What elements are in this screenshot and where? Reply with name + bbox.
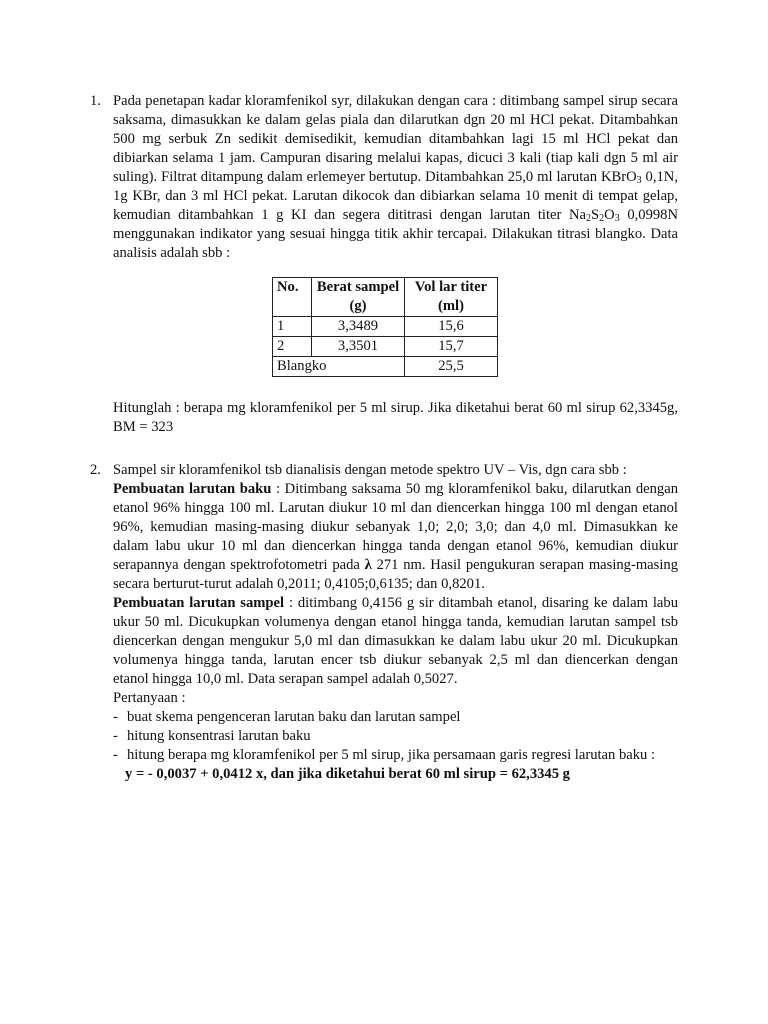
question-list	[113, 708, 678, 765]
sampel-text: : ditimbang 0,4156 g sir ditambah etanol, disaring ke dalam labu ukur 50 ml. Dicukupkan volumenya dengan etanol hingga tanda, kemudian larutan sampel tsb diencerkan dengan mengukur 5,0 ml dan dimasukkan ke dalam labu ukur 20 ml. Dicukupkan volumenya hingga tanda, larutan encer tsb diukur sebanyak 2,5 ml dan diencerkan dengan etanol hingga 10,0 ml. Data serapan sampel adalah 0,5027.	[113, 595, 678, 687]
table-cell: 3,3489	[312, 317, 405, 337]
q1-text-b: 0,1N, 1g KBr, dan 3 ml HCl pekat. Larutan dikocok dan dibiarkan selama 10 menit di tempat gelap, kemudian ditambahkan 1 g KI dan segera dititrasi dengan larutan titer Na	[113, 169, 678, 223]
q1-text-e: 0,0998N menggunakan indikator yang sesuai hingga titik akhir tercapai. Dilakukan titrasi blangko. Data analisis adalah sbb :	[113, 207, 678, 261]
table-header-vol: Vol lar titer (ml)	[405, 278, 498, 317]
list-item-text: buat skema pengenceran larutan baku dan larutan sampel	[127, 709, 461, 725]
question-1-paragraph	[113, 92, 678, 263]
pertanyaan-label: Pertanyaan :	[113, 690, 186, 706]
table-cell-blank-value: 25,5	[405, 357, 498, 377]
table-cell: 2	[273, 337, 312, 357]
table-cell: 1	[273, 317, 312, 337]
baku-paragraph	[113, 480, 678, 594]
q1-text-d: O	[604, 207, 615, 223]
list-item	[113, 708, 678, 727]
baku-text-a: : Ditimbang saksama 50 mg kloramfenikol baku, dilarutkan dengan etanol 96% hingga 100 ml. Larutan diukur 10 ml dan diencerkan hingga 100 ml dengan etanol 96%, kemudian masing-masing diukur sebanyak 1,0; 2,0; 3,0; dan 4,0 ml. Dimasukkan ke dalam labu ukur 10 ml dan diencerkan hingga tanda dengan etanol 96%, kemudian diukur serapannya dengan spektrofotometri pada	[113, 481, 678, 573]
question-2-number: 2.	[90, 462, 101, 478]
table-row-blank	[273, 357, 498, 377]
q1-text-a: Pada penetapan kadar kloramfenikol syr, dilakukan dengan cara : ditimbang sampel sirup secara saksama, dimasukkan ke dalam gelas piala dan dilarutkan dgn 20 ml HCl pekat. Ditambahkan 500 mg serbuk Zn sedikit demisedikit, kemudian ditambahkan lagi 15 ml HCl pekat dan dibiarkan selama 1 jam. Campuran disaring melalui kapas, dicuci 3 kali (tiap kali dgn 5 ml air suling). Filtrat ditampung dalam erlemeyer bertutup. Ditambahkan 25,0 ml larutan KBrO	[113, 93, 678, 185]
question-2	[0, 461, 768, 784]
data-table	[272, 277, 498, 377]
table-cell: 15,6	[405, 317, 498, 337]
question-1	[0, 92, 768, 437]
list-item	[113, 746, 678, 765]
baku-text-b: 271 nm. Hasil pengukuran serapan masing-masing secara berturut-turut adalah 0,2011; 0,4105;0,6135; dan 0,8201.	[113, 557, 678, 592]
sampel-paragraph	[113, 594, 678, 689]
table-row	[273, 317, 498, 337]
table-row	[273, 337, 498, 357]
question-2-intro: Sampel sir kloramfenikol tsb dianalisis dengan metode spektro UV – Vis, dgn cara sbb :	[113, 462, 627, 478]
baku-label: Pembuatan larutan baku	[113, 481, 272, 497]
q1-sub-b: 2	[586, 213, 592, 224]
list-item	[113, 727, 678, 746]
table-cell: 15,7	[405, 337, 498, 357]
sampel-label: Pembuatan larutan sampel	[113, 595, 285, 611]
question-1-ask: Hitunglah : berapa mg kloramfenikol per 5 ml sirup. Jika diketahui berat 60 ml sirup 62,3345g, BM = 323	[113, 400, 678, 435]
table-cell: 3,3501	[312, 337, 405, 357]
table-cell-blank-label: Blangko	[273, 357, 405, 377]
dash-marker: -	[113, 728, 118, 744]
question-1-number: 1.	[90, 93, 101, 109]
list-item-text: hitung berapa mg kloramfenikol per 5 ml sirup, jika persamaan garis regresi larutan baku :	[127, 747, 656, 763]
list-item-text: hitung konsentrasi larutan baku	[127, 728, 311, 744]
q1-sub-d: 3	[614, 213, 620, 224]
q1-text-c: S	[591, 207, 600, 223]
dash-marker: -	[113, 747, 118, 763]
q1-sub-a: 3	[636, 175, 642, 186]
dash-marker: -	[113, 709, 118, 725]
lambda-symbol: λ	[364, 557, 372, 573]
table-header-row	[273, 278, 498, 317]
table-header-berat: Berat sampel (g)	[312, 278, 405, 317]
q1-sub-c: 2	[599, 213, 605, 224]
regression-equation: y = - 0,0037 + 0,0412 x, dan jika diketahui berat 60 ml sirup = 62,3345 g	[125, 766, 570, 782]
table-header-no: No.	[273, 278, 312, 317]
